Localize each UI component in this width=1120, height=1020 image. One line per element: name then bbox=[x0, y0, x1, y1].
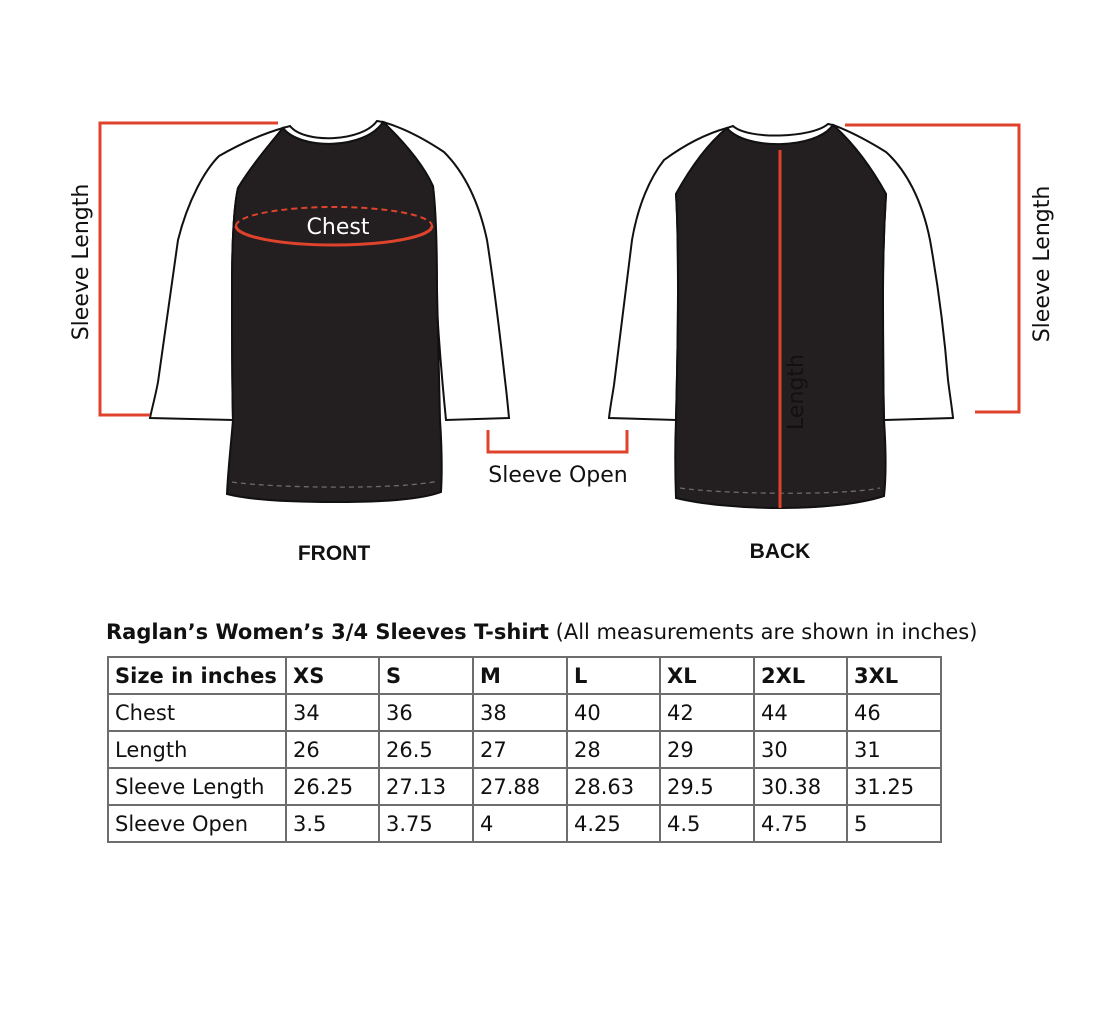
row-label: Length bbox=[108, 731, 286, 768]
table-cell: 27.88 bbox=[473, 768, 567, 805]
chest-label: Chest bbox=[306, 215, 370, 240]
table-cell: 27 bbox=[473, 731, 567, 768]
header-cell: XS bbox=[286, 657, 379, 694]
sleeve-open-label: Sleeve Open bbox=[488, 463, 628, 488]
table-title bbox=[106, 620, 977, 644]
table-cell: 3.75 bbox=[379, 805, 473, 842]
table-row bbox=[108, 805, 941, 842]
header-cell: 2XL bbox=[754, 657, 847, 694]
table-cell: 42 bbox=[660, 694, 754, 731]
table-row bbox=[108, 731, 941, 768]
header-cell: L bbox=[567, 657, 660, 694]
table-cell: 36 bbox=[379, 694, 473, 731]
row-label: Sleeve Length bbox=[108, 768, 286, 805]
table-cell: 29.5 bbox=[660, 768, 754, 805]
table-cell: 4.5 bbox=[660, 805, 754, 842]
table-cell: 26 bbox=[286, 731, 379, 768]
table-cell: 30.38 bbox=[754, 768, 847, 805]
table-cell: 28.63 bbox=[567, 768, 660, 805]
row-label: Chest bbox=[108, 694, 286, 731]
back-shirt bbox=[609, 124, 953, 508]
header-cell: M bbox=[473, 657, 567, 694]
table-cell: 31 bbox=[847, 731, 941, 768]
table-cell: 31.25 bbox=[847, 768, 941, 805]
sleeve-length-label-left: Sleeve Length bbox=[69, 183, 94, 341]
table-cell: 4.25 bbox=[567, 805, 660, 842]
table-row bbox=[108, 694, 941, 731]
table-cell: 27.13 bbox=[379, 768, 473, 805]
table-title-product: Raglan’s Women’s 3/4 Sleeves T-shirt bbox=[106, 620, 549, 644]
header-cell: Size in inches bbox=[108, 657, 286, 694]
table-cell: 34 bbox=[286, 694, 379, 731]
table-cell: 38 bbox=[473, 694, 567, 731]
table-cell: 29 bbox=[660, 731, 754, 768]
header-cell: S bbox=[379, 657, 473, 694]
front-shirt bbox=[150, 121, 509, 502]
size-table bbox=[107, 656, 942, 843]
table-cell: 28 bbox=[567, 731, 660, 768]
table-cell: 26.5 bbox=[379, 731, 473, 768]
front-body bbox=[227, 122, 442, 502]
table-cell: 40 bbox=[567, 694, 660, 731]
table-cell: 3.5 bbox=[286, 805, 379, 842]
table-row bbox=[108, 768, 941, 805]
table-cell: 46 bbox=[847, 694, 941, 731]
header-cell: 3XL bbox=[847, 657, 941, 694]
table-cell: 4 bbox=[473, 805, 567, 842]
sleeve-length-label-right: Sleeve Length bbox=[1030, 185, 1055, 343]
header-cell: XL bbox=[660, 657, 754, 694]
table-cell: 30 bbox=[754, 731, 847, 768]
table-title-note: (All measurements are shown in inches) bbox=[555, 620, 978, 644]
front-label: FRONT bbox=[297, 542, 371, 565]
table-cell: 4.75 bbox=[754, 805, 847, 842]
table-cell: 26.25 bbox=[286, 768, 379, 805]
table-cell: 44 bbox=[754, 694, 847, 731]
row-label: Sleeve Open bbox=[108, 805, 286, 842]
sleeve-open-bracket bbox=[488, 430, 627, 452]
table-header-row bbox=[108, 657, 941, 694]
table-cell: 5 bbox=[847, 805, 941, 842]
back-label: BACK bbox=[749, 540, 811, 563]
length-label: Length bbox=[784, 354, 809, 430]
